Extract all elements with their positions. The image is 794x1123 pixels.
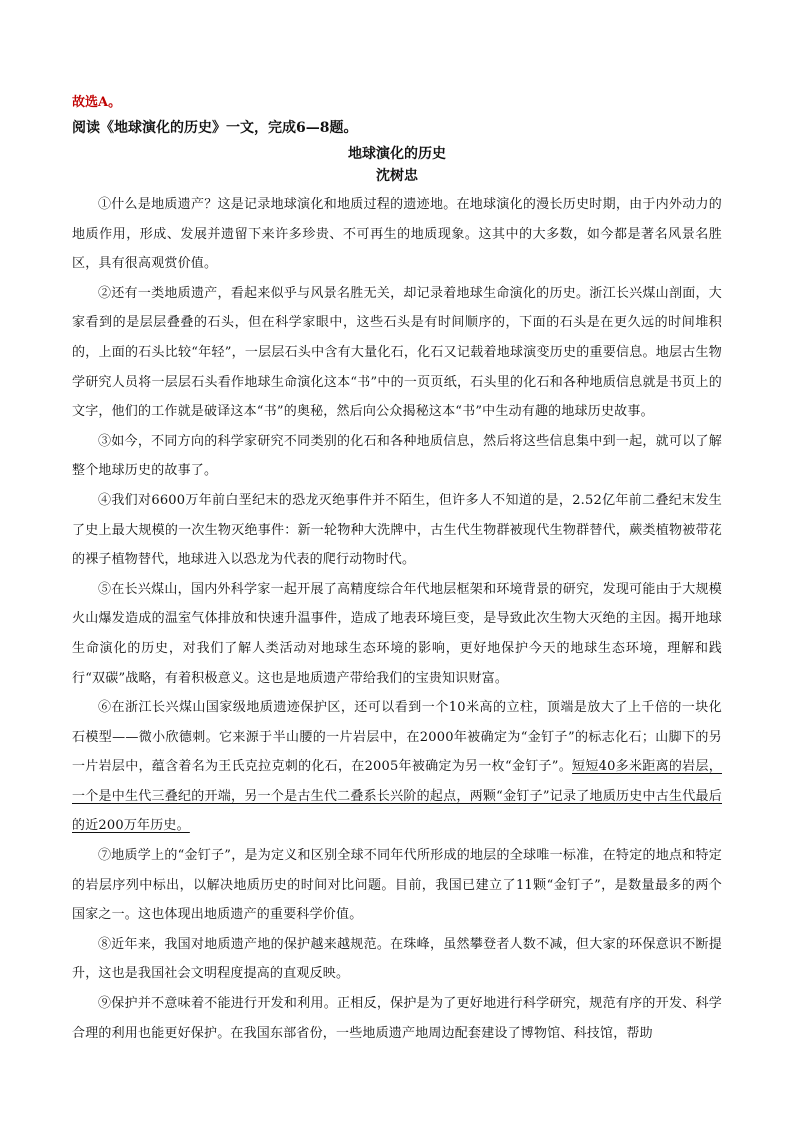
document-content <box>72 94 722 1048</box>
paragraph-6-text: ⑥在浙江长兴煤山国家级地质遗迹保护区，还可以看到一个10米高的立柱，顶端是放大了上千倍的一块化石模型——微小欣德刺。它来源于半山腰的一片岩层中，在2000年被确定为“金钉子”的标志化石；山脚下的另一片岩层中，蕴含着名为王氏克拉克刺的化石，在2005年被确定为另一枚“金钉子”。 <box>72 700 722 775</box>
paragraph-4: ④我们对6600万年前白垩纪末的恐龙灭绝事件并不陌生，但许多人不知道的是，2.52亿年前二叠纪末发生了史上最大规模的一次生物灭绝事件：新一轮物种大洗牌中，古生代生物群被现代生物群替代，蕨类植物被带花的裸子植物替代，地球进入以恐龙为代表的爬行动物时代。 <box>72 492 722 568</box>
paragraph-2: ②还有一类地质遗产，看起来似乎与风景名胜无关，却记录着地球生命演化的历史。浙江长兴煤山剖面，大家看到的是层层叠叠的石头，但在科学家眼中，这些石头是有时间顺序的，下面的石头是在更久远的时间堆积的，上面的石头比较“年轻”，一层层石头中含有大量化石，化石又记载着地球演变历史的重要信息。地层古生物学研究人员将一层层石头看作地球生命演化这本“书”中的一页页纸，石头里的化石和各种地质信息就是书页上的文字，他们的工作就是破译这本“书”的奥秘，然后向公众揭秘这本“书”中生动有趣的地球历史故事。 <box>72 285 722 420</box>
paragraph-5: ⑤在长兴煤山，国内外科学家一起开展了高精度综合年代地层框架和环境背景的研究，发现可能由于大规模火山爆发造成的温室气体排放和快速升温事件，造成了地表环境巨变，是导致此次生物大灭绝的主因。揭开地球生命演化的历史，对我们了解人类活动对地球生态环境的影响，更好地保护今天的地球生态环境，理解和践行“双碳”战略，有着积极意义。这也是地质遗产带给我们的宝贵知识财富。 <box>72 581 722 686</box>
paragraph-3: ③如今，不同方向的科学家研究不同类别的化石和各种地质信息，然后将这些信息集中到一起，就可以了解整个地球历史的故事了。 <box>72 433 722 479</box>
paragraph-1: ①什么是地质遗产？这是记录地球演化和地质过程的遗迹地。在地球演化的漫长历史时期，由于内外动力的地质作用，形成、发展并遗留下来许多珍贵、不可再生的地质现象。这其中的大多数，如今都是著名风景名胜区，具有很高观赏价值。 <box>72 197 722 272</box>
paragraph-9: ⑨保护并不意味着不能进行开发和利用。正相反，保护是为了更好地进行科学研究，规范有序的开发、科学合理的利用也能更好保护。在我国东部省份，一些地质遗产地周边配套建设了博物馆、科技馆，帮助 <box>72 996 722 1041</box>
article-author: 沈树忠 <box>376 168 418 184</box>
paragraph-8: ⑧近年来，我国对地质遗产地的保护越来越规范。在珠峰，虽然攀登者人数不减，但大家的环保意识不断提升，这也是我国社会文明程度提高的直观反映。 <box>72 936 722 982</box>
underlined-sentence: 短短40多米距离的岩层，一个是中生代三叠纪的开端，另一个是古生代二叠系长兴阶的起点，两颗“金钉子”记录了地质历史中古生代最后的近200万年历史。 <box>72 759 722 834</box>
paragraph-7: ⑦地质学上的“金钉子”，是为定义和区别全球不同年代所形成的地层的全球唯一标准，在特定的地点和特定的岩层序列中标出，以解决地质历史的时间对比问题。目前，我国已建立了11颗“金钉子”，是数量最多的两个国家之一。这也体现出地质遗产的重要科学价值。 <box>72 848 722 923</box>
paragraph-6 <box>72 693 722 841</box>
answer-line: 故选A。 <box>72 95 122 110</box>
article-title: 地球演化的历史 <box>348 146 446 162</box>
reading-instruction: 阅读《地球演化的历史》一文，完成6—8题。 <box>72 120 358 136</box>
